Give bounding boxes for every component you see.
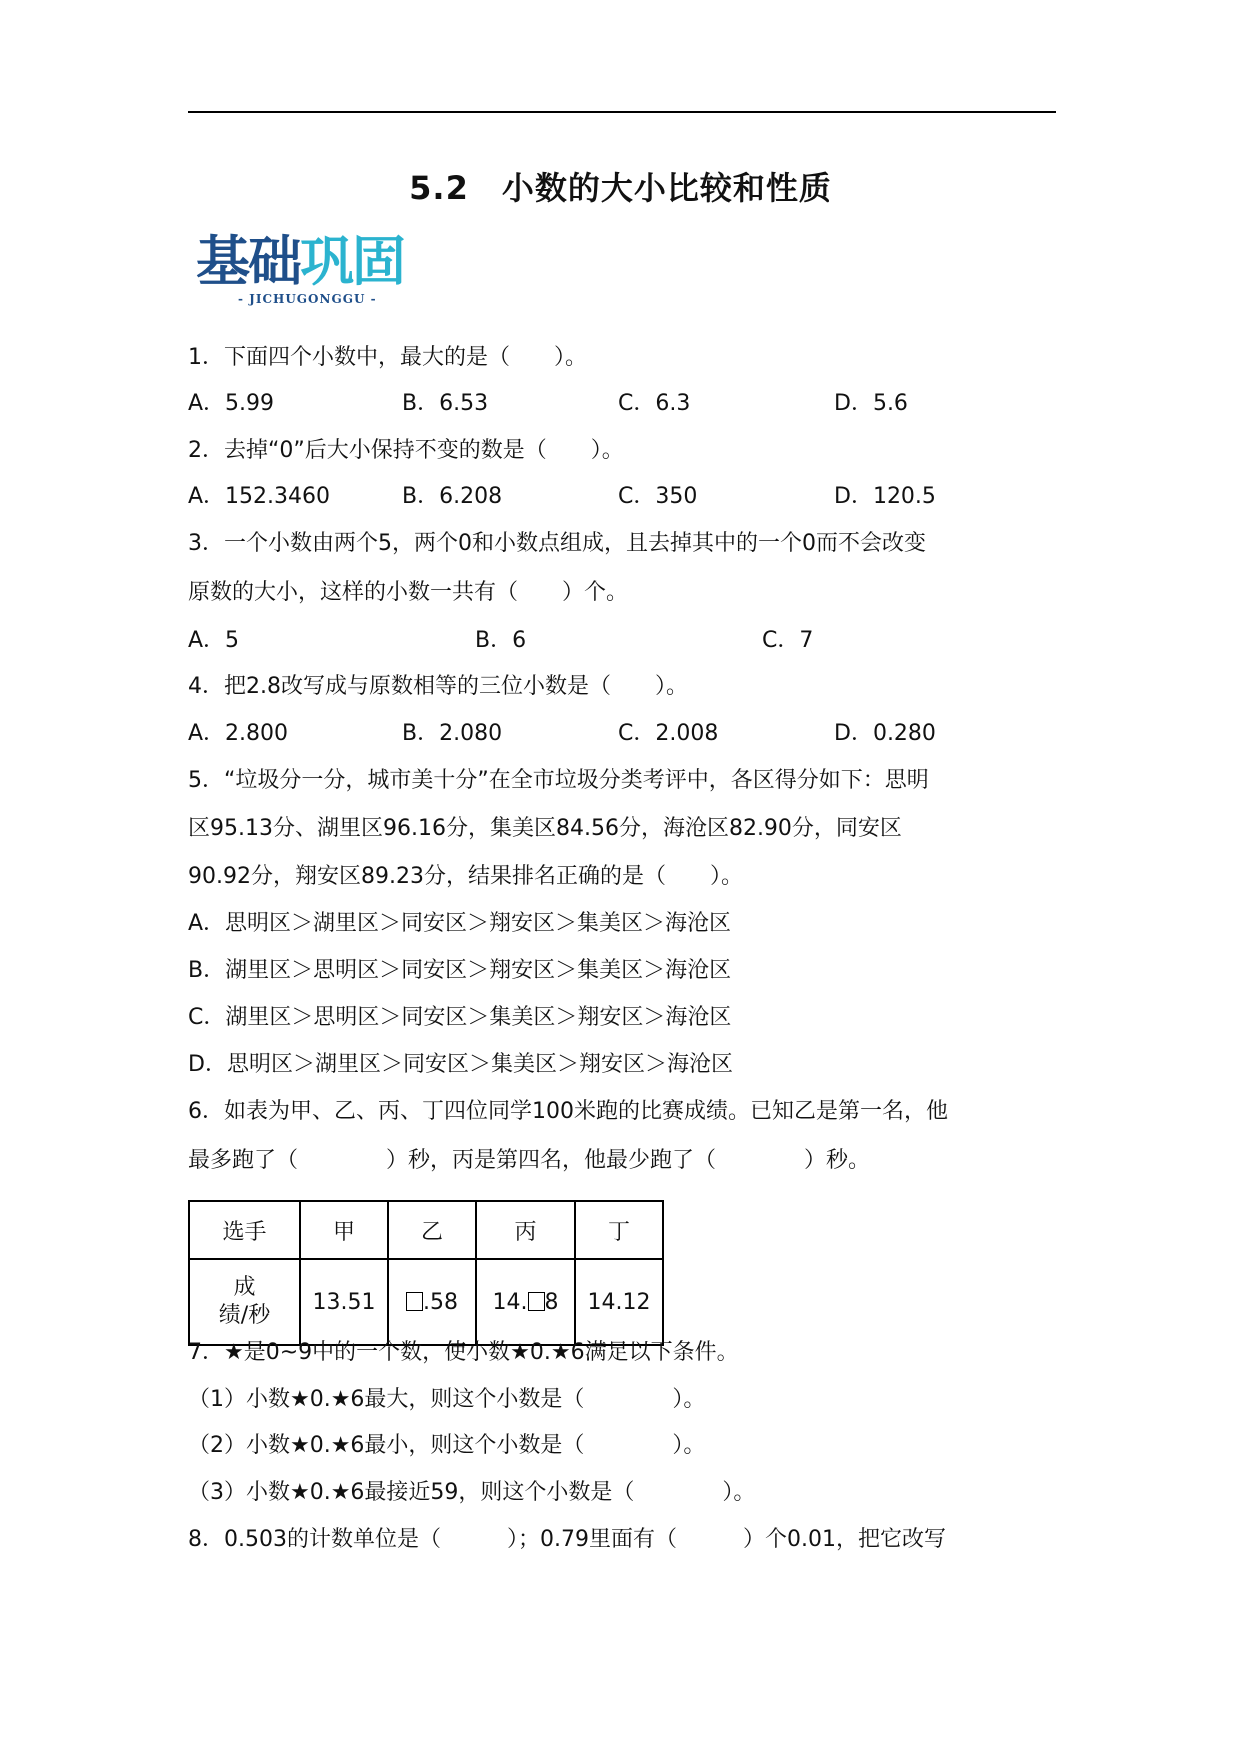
logo-text — [196, 232, 404, 292]
score-ding: 14.12 — [575, 1259, 663, 1345]
table-header-jia: 甲 — [300, 1201, 388, 1259]
question-7-stem: 7．★是0~9中的一个数，使小数★0.★6满足以下条件。 — [188, 1340, 739, 1365]
score-jia: 13.51 — [300, 1259, 388, 1345]
logo-subtitle: - JICHUGONGGU - — [238, 292, 377, 306]
page-title: 5.2 小数的大小比较和性质 — [409, 169, 832, 207]
question-3-option-b: B．6 — [475, 628, 527, 653]
question-6-stem-line-2: 最多跑了（ ）秒，丙是第四名，他最少跑了（ ）秒。 — [188, 1148, 871, 1173]
row-label-line-2: 绩/秒 — [218, 1303, 271, 1328]
question-4-option-c: C．2.008 — [618, 721, 719, 746]
question-2-option-c: C．350 — [618, 484, 698, 509]
question-4-option-d: D．0.280 — [834, 721, 936, 746]
question-4-stem: 4．把2.8改写成与原数相等的三位小数是（ ）。 — [188, 674, 688, 699]
table-header-row — [189, 1201, 663, 1259]
score-bing — [476, 1259, 575, 1345]
question-5-option-d: D．思明区＞湖里区＞同安区＞集美区＞翔安区＞海沧区 — [188, 1052, 733, 1077]
question-5-option-a: A．思明区＞湖里区＞同安区＞翔安区＞集美区＞海沧区 — [188, 911, 732, 936]
question-3-option-c: C．7 — [762, 628, 814, 653]
question-2-option-b: B．6.208 — [402, 484, 503, 509]
blank-box — [406, 1292, 423, 1311]
question-5-option-b: B．湖里区＞思明区＞同安区＞翔安区＞集美区＞海沧区 — [188, 958, 732, 983]
top-rule — [188, 111, 1056, 113]
question-5-stem-line-1: 5．“垃圾分一分，城市美十分”在全市垃圾分类考评中，各区得分如下：思明 — [188, 768, 929, 793]
table-header-label: 选手 — [189, 1201, 300, 1259]
question-1-stem: 1．下面四个小数中，最大的是（ ）。 — [188, 345, 587, 370]
question-7-sub-2: （2）小数★0.★6最小，则这个小数是（ ）。 — [188, 1433, 706, 1458]
question-1-option-b: B．6.53 — [402, 391, 489, 416]
table-header-yi: 乙 — [388, 1201, 476, 1259]
question-1-option-a: A．5.99 — [188, 391, 275, 416]
question-2-option-a: A．152.3460 — [188, 484, 331, 509]
table-row-label — [189, 1259, 300, 1345]
question-2-stem: 2．去掉“0”后大小保持不变的数是（ ）。 — [188, 438, 624, 463]
score-bing-prefix: 14. — [492, 1289, 528, 1315]
row-label-line-1: 成 — [233, 1275, 256, 1300]
question-5-stem-line-3: 90.92分，翔安区89.23分，结果排名正确的是（ ）。 — [188, 864, 743, 889]
question-8-stem: 8．0.503的计数单位是（ ）；0.79里面有（ ）个0.01，把它改写 — [188, 1527, 946, 1552]
logo-part-b: 巩固 — [300, 230, 404, 293]
table-score-row — [189, 1259, 663, 1345]
question-1-option-c: C．6.3 — [618, 391, 691, 416]
score-bing-suffix: 8 — [544, 1289, 559, 1315]
table-header-bing: 丙 — [476, 1201, 575, 1259]
question-5-option-c: C．湖里区＞思明区＞同安区＞集美区＞翔安区＞海沧区 — [188, 1005, 732, 1030]
question-1-option-d: D．5.6 — [834, 391, 908, 416]
question-4-option-a: A．2.800 — [188, 721, 289, 746]
logo-part-a: 基础 — [196, 230, 300, 293]
table-header-ding: 丁 — [575, 1201, 663, 1259]
question-6-stem-line-1: 6．如表为甲、乙、丙、丁四位同学100米跑的比赛成绩。已知乙是第一名，他 — [188, 1099, 948, 1124]
question-4-option-b: B．2.080 — [402, 721, 503, 746]
race-results-table — [188, 1200, 664, 1346]
score-yi — [388, 1259, 476, 1345]
question-5-stem-line-2: 区95.13分、湖里区96.16分，集美区84.56分，海沧区82.90分，同安区 — [188, 816, 902, 841]
section-logo — [196, 232, 416, 312]
blank-box — [528, 1292, 545, 1311]
question-3-stem-line-1: 3．一个小数由两个5，两个0和小数点组成，且去掉其中的一个0而不会改变 — [188, 531, 926, 556]
question-3-option-a: A．5 — [188, 628, 240, 653]
question-3-stem-line-2: 原数的大小，这样的小数一共有（ ）个。 — [188, 580, 629, 605]
question-2-option-d: D．120.5 — [834, 484, 936, 509]
question-7-sub-1: （1）小数★0.★6最大，则这个小数是（ ）。 — [188, 1387, 706, 1412]
question-7-sub-3: （3）小数★0.★6最接近59，则这个小数是（ ）。 — [188, 1480, 756, 1505]
score-yi-digits: .58 — [423, 1289, 458, 1315]
